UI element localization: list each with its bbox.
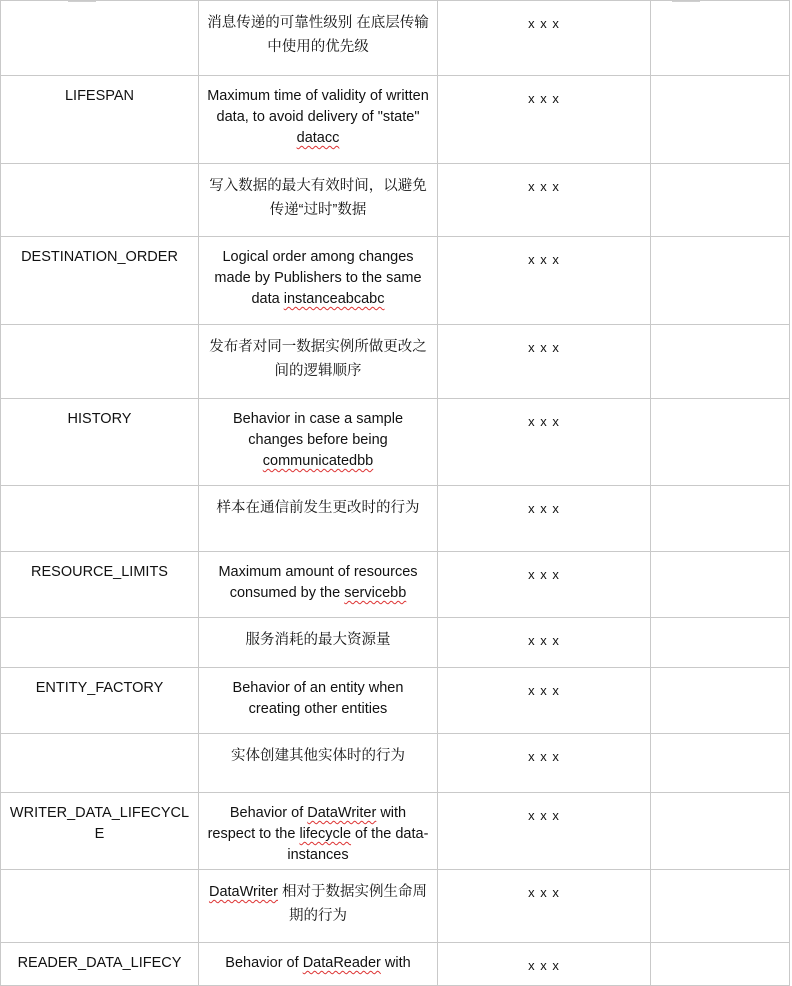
applicability-cell [438,325,651,399]
description-text: 写入数据的最大有效时间，以避免传递“过时”数据 [209,178,427,218]
policy-name [7,870,192,880]
policy-name-cell [1,793,199,870]
policy-name-cell [1,399,199,486]
table-row [1,76,790,164]
spellcheck-word: DataWriter [307,805,377,821]
spellcheck-word: DataReader [302,955,381,971]
description-text: with [380,955,411,971]
policy-description-cell [199,734,438,793]
table-row [1,870,790,943]
description-text: 样本在通信前发生更改时的行为 [216,500,420,516]
policy-description [205,399,431,472]
applicability-cell [438,76,651,164]
policy-description-cell [199,325,438,399]
applicability-mark: x x x [528,340,560,355]
applicability-cell [438,399,651,486]
policy-description-cell [199,1,438,76]
applicability-cell [438,943,651,986]
empty-cell [651,486,790,552]
empty-cell [651,552,790,618]
applicability-mark: x x x [528,749,560,764]
empty-cell [651,734,790,793]
policy-description [205,552,431,604]
table-row [1,399,790,486]
applicability-cell [438,164,651,237]
applicability-cell [438,618,651,668]
applicability-cell [438,870,651,943]
policy-name-cell [1,943,199,986]
policy-description [205,943,431,974]
policy-name [7,325,192,335]
table-row [1,325,790,399]
policy-description [205,237,431,310]
description-text: 实体创建其他实体时的行为 [231,748,405,764]
description-text: Behavior of an entity when creating other entities [232,680,404,717]
empty-cell [651,76,790,164]
policy-name: READER_DATA_LIFECY [17,955,182,971]
applicability-cell [438,734,651,793]
policy-description-cell [199,164,438,237]
policy-name: DESTINATION_ORDER [21,249,178,265]
empty-cell [651,399,790,486]
policy-description-cell [199,870,438,943]
description-text: with respect to the [207,805,407,842]
policy-name-cell [1,618,199,668]
policy-description [205,1,431,59]
empty-cell [651,870,790,943]
applicability-cell [438,552,651,618]
policy-description [205,325,431,383]
table-row [1,164,790,237]
policy-name [7,618,192,628]
spellcheck-word: datacc [296,130,340,146]
empty-cell [651,668,790,734]
description-text: 相对于数据实例生命周期的行为 [278,884,428,924]
spellcheck-word: servicebb [344,585,407,601]
policy-name-cell [1,325,199,399]
description-text: 服务消耗的最大资源量 [245,632,391,648]
table-row [1,237,790,325]
applicability-mark: x x x [528,567,560,582]
policy-description-cell [199,793,438,870]
applicability-mark: x x x [528,501,560,516]
table-row [1,734,790,793]
description-text: Behavior of [229,805,308,821]
empty-cell [651,325,790,399]
spellcheck-word: instanceabcabc [283,291,385,307]
description-text: of the data-instances [287,826,429,863]
policy-name-cell [1,486,199,552]
applicability-mark: x x x [528,633,560,648]
policy-name-cell [1,237,199,325]
applicability-cell [438,793,651,870]
applicability-mark: x x x [528,683,560,698]
policy-description [205,870,431,928]
policy-description-cell [199,237,438,325]
empty-cell [651,618,790,668]
policy-name: RESOURCE_LIMITS [31,564,168,580]
policy-name-cell [1,76,199,164]
policy-name-cell [1,164,199,237]
applicability-cell [438,1,651,76]
policy-description [205,76,431,149]
policy-description [205,618,431,652]
policy-name-cell [1,1,199,76]
table-row [1,1,790,76]
policy-description [205,793,431,866]
policy-name [7,486,192,496]
policy-name-cell [1,668,199,734]
applicability-mark: x x x [528,885,560,900]
policy-description-cell [199,486,438,552]
applicability-mark: x x x [528,16,560,31]
table-row [1,943,790,986]
description-text: 消息传递的可靠性级别 在底层传输中使用的优先级 [207,15,429,55]
empty-cell [651,943,790,986]
applicability-cell [438,668,651,734]
table-row [1,668,790,734]
table-row [1,793,790,870]
policy-name-cell [1,734,199,793]
policy-name: LIFESPAN [64,88,135,104]
description-text: 发布者对同一数据实例所做更改之间的逻辑顺序 [209,339,427,379]
empty-cell [651,793,790,870]
policy-description-cell [199,399,438,486]
description-text: Behavior of [225,955,303,971]
policy-description-cell [199,552,438,618]
applicability-mark: x x x [528,252,560,267]
empty-cell [651,164,790,237]
policy-description [205,668,431,720]
applicability-mark: x x x [528,91,560,106]
applicability-mark: x x x [528,414,560,429]
applicability-mark: x x x [528,179,560,194]
policy-description-cell [199,943,438,986]
policy-name-cell [1,870,199,943]
policy-name: ENTITY_FACTORY [35,680,164,696]
spellcheck-word: communicatedbb [262,453,374,469]
description-text: Maximum time of validity of written data, to avoid delivery of "state" [207,88,429,125]
table-row [1,552,790,618]
applicability-mark: x x x [528,808,560,823]
policy-name-cell [1,552,199,618]
policy-name [7,1,192,11]
spellcheck-word: DataWriter [208,884,278,900]
policy-name [7,164,192,174]
applicability-cell [438,486,651,552]
applicability-mark: x x x [528,958,560,973]
policy-name [7,734,192,744]
policy-description [205,164,431,222]
spellcheck-word: lifecycle [299,826,352,842]
policy-name: HISTORY [67,411,132,427]
policy-description-cell [199,618,438,668]
applicability-cell [438,237,651,325]
table-row [1,618,790,668]
policy-description [205,486,431,520]
policy-name: WRITER_DATA_LIFECYCLE [9,805,190,842]
table-row [1,486,790,552]
empty-cell [651,1,790,76]
policy-description [205,734,431,768]
policy-description-cell [199,668,438,734]
policy-description-cell [199,76,438,164]
description-text: Maximum amount of resources consumed by the [218,564,418,601]
description-text: Logical order among changes made by Publishers to the same data [214,249,422,307]
description-text: Behavior in case a sample changes before being [232,411,404,448]
empty-cell [651,237,790,325]
